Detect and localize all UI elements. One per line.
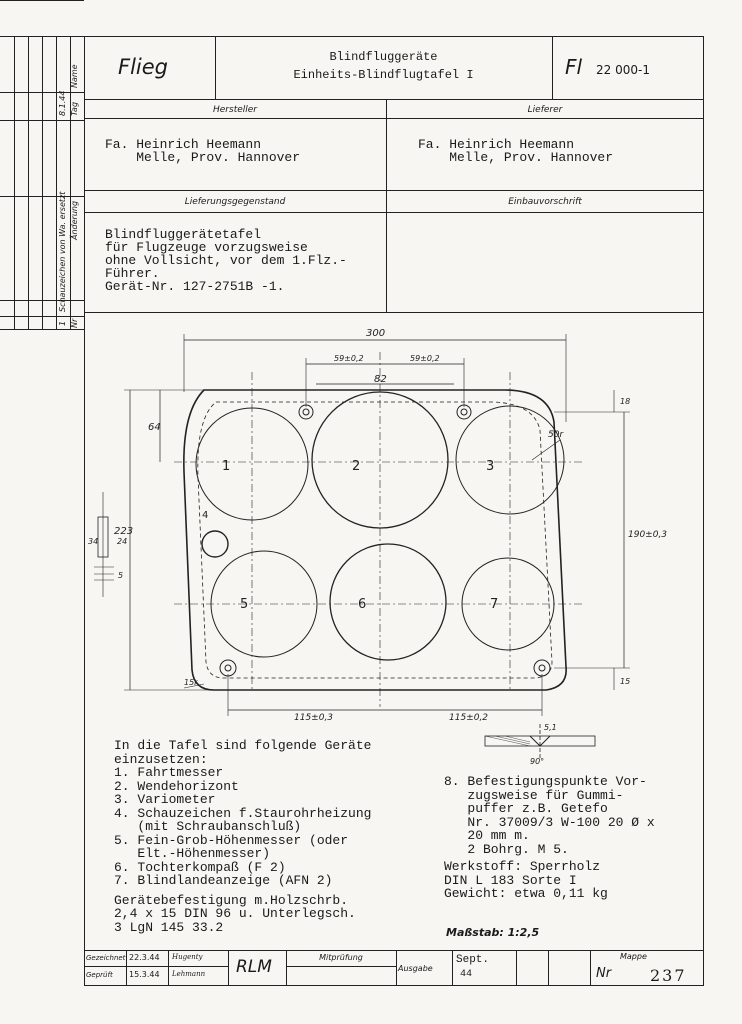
dim-side-34: 34 bbox=[88, 537, 99, 546]
instruction-item: 5. Fein-Grob-Höhenmesser (oder bbox=[114, 832, 349, 848]
checked-date: 15.3.44 bbox=[129, 970, 160, 979]
dim-corner: 15r bbox=[184, 678, 198, 687]
mount-point bbox=[539, 665, 545, 671]
material-line: Gewicht: etwa 0,11 kg bbox=[444, 886, 608, 901]
dim-detail-90: 90° bbox=[530, 757, 545, 766]
lieferer-line-2: Melle, Prov. Hannover bbox=[418, 150, 614, 165]
note-line: puffer z.B. Getefo bbox=[444, 801, 608, 816]
instrument-label-7: 7 bbox=[490, 597, 499, 612]
mount-point bbox=[534, 660, 550, 676]
instruction-item: 7. Blindlandeanzeige (AFN 2) bbox=[114, 873, 333, 888]
mount-point bbox=[220, 660, 236, 676]
instrument-label-6: 6 bbox=[358, 597, 367, 612]
countersink-detail bbox=[470, 720, 610, 770]
instrument-label-1: 1 bbox=[222, 459, 231, 474]
dim-side-ga: 5 bbox=[118, 571, 124, 580]
company-name: Flieg bbox=[118, 55, 168, 79]
ausgabe-label: Ausgabe bbox=[398, 964, 433, 973]
instruction-item: (mit Schraubanschluß) bbox=[114, 819, 302, 834]
title-line-1: Blindfluggeräte bbox=[329, 50, 438, 64]
item-line: Gerät-Nr. 127-2751B -1. bbox=[105, 279, 285, 294]
mount-point bbox=[457, 405, 471, 419]
issue-date-2: 44 bbox=[460, 969, 473, 980]
instrument-label-5: 5 bbox=[240, 597, 249, 612]
einbauvorschrift-label: Einbauvorschrift bbox=[508, 197, 582, 207]
item-line: Blindfluggerätetafel bbox=[105, 227, 262, 242]
dim-bottom-left: 115±0,3 bbox=[294, 713, 334, 723]
hersteller-line-2: Melle, Prov. Hannover bbox=[105, 150, 301, 165]
instruction-item: 1. Fahrtmesser bbox=[114, 765, 224, 780]
checked-name: Lehmann bbox=[172, 970, 206, 978]
note-line: zugsweise für Gummi- bbox=[444, 787, 624, 803]
lieferer-line-1: Fa. Heinrich Heemann bbox=[418, 137, 575, 152]
dim-radius: 50r bbox=[548, 430, 564, 440]
item-line: ohne Vollsicht, vor dem 1.Flz.- bbox=[105, 253, 347, 268]
dim-bottom-15: 15 bbox=[620, 677, 631, 686]
dim-left-64: 64 bbox=[148, 422, 161, 433]
sheet-number: 22 000-1 bbox=[596, 63, 650, 77]
note-line: 20 mm m. bbox=[444, 828, 530, 843]
revision-row-date: 8.1.44 bbox=[58, 90, 67, 116]
drawn-date: 22.3.44 bbox=[129, 953, 160, 962]
revision-header-change: Änderung bbox=[70, 200, 79, 240]
instructions-heading-1: In die Tafel sind folgende Geräte bbox=[114, 738, 372, 753]
instruction-item: 3. Variometer bbox=[114, 792, 216, 807]
instruction-item: 4. Schauzeichen f.Staurohrheizung bbox=[114, 805, 372, 821]
revision-row-number: 1 bbox=[58, 320, 67, 326]
instrument-hole-7 bbox=[462, 558, 554, 650]
material-line: Werkstoff: Sperrholz bbox=[444, 859, 601, 874]
revision-header-name: Name bbox=[70, 64, 79, 88]
mount-point bbox=[461, 409, 467, 415]
dim-right-height: 190±0,3 bbox=[628, 530, 668, 540]
checked-label: Geprüft bbox=[86, 971, 113, 979]
instrument-label-4: 4 bbox=[202, 510, 209, 521]
title-line-2: Einheits-Blindflugtafel I bbox=[293, 68, 474, 82]
panel-drawing bbox=[84, 312, 704, 732]
dim-left-half: 59±0,2 bbox=[334, 354, 364, 363]
instrument-hole-4 bbox=[202, 531, 228, 557]
dim-bottom-right: 115±0,2 bbox=[449, 713, 489, 723]
note-line: 8. Befestigungspunkte Vor- bbox=[444, 774, 647, 789]
hersteller-line-1: Fa. Heinrich Heemann bbox=[105, 137, 262, 152]
instruction-item: Elt.-Höhenmesser) bbox=[114, 846, 271, 861]
fastening-line: 3 LgN 145 33.2 bbox=[114, 919, 224, 935]
mappe-label: Mappe bbox=[620, 952, 647, 961]
lieferungsgegenstand-text bbox=[105, 228, 347, 293]
notes bbox=[444, 775, 655, 901]
dim-right-half: 59±0,2 bbox=[410, 354, 440, 363]
item-line: für Flugzeuge vorzugsweise bbox=[105, 240, 308, 255]
note-line: Nr. 37009/3 W-100 20 Ø x bbox=[444, 814, 655, 830]
dim-height: 223 bbox=[114, 526, 134, 537]
revision-header-date: Tag bbox=[70, 101, 79, 116]
fastening-line: Gerätebefestigung m.Holzschrb. bbox=[114, 892, 349, 908]
mount-point bbox=[303, 409, 309, 415]
authority-label: RLM bbox=[236, 957, 272, 977]
panel-inner-contour bbox=[198, 402, 552, 678]
item-line: Führer. bbox=[105, 266, 160, 281]
instrument-hole-6 bbox=[330, 544, 446, 660]
revision-row-change: Schauzeichen von Wa. ersetzt bbox=[58, 191, 67, 312]
fastening-line: 2,4 x 15 DIN 96 u. Unterlegsch. bbox=[114, 906, 356, 921]
lieferer-label: Lieferer bbox=[527, 105, 563, 115]
scale-label: Maßstab: 1:2,5 bbox=[446, 926, 540, 939]
panel-outline bbox=[184, 390, 566, 690]
revision-header-number: Nr bbox=[70, 318, 79, 328]
note-line: 2 Bohrg. M 5. bbox=[444, 841, 569, 857]
mount-point bbox=[299, 405, 313, 419]
sheet-prefix: Fl bbox=[565, 55, 583, 79]
dim-center: 82 bbox=[374, 374, 387, 385]
instruction-item: 2. Wendehorizont bbox=[114, 778, 239, 794]
mitpruefung-label: Mitprüfung bbox=[319, 953, 363, 962]
nr-label: Nr bbox=[596, 966, 612, 981]
dim-side-24: 24 bbox=[117, 537, 128, 546]
material-line: DIN L 183 Sorte I bbox=[444, 872, 577, 888]
dim-detail-51: 5,1 bbox=[544, 723, 557, 732]
drawn-name: Hugenty bbox=[172, 953, 203, 961]
hersteller-label: Hersteller bbox=[213, 105, 257, 115]
instrument-label-2: 2 bbox=[352, 459, 361, 474]
instructions bbox=[114, 739, 371, 934]
dim-width: 300 bbox=[366, 328, 386, 339]
drawn-label: Gezeichnet bbox=[86, 954, 126, 962]
nr-value: 237 bbox=[650, 966, 687, 985]
instrument-label-3: 3 bbox=[486, 459, 495, 474]
mount-point bbox=[225, 665, 231, 671]
issue-date-1: Sept. bbox=[456, 954, 490, 966]
instruction-item: 6. Tochterkompaß (F 2) bbox=[114, 859, 286, 875]
lieferungsgegenstand-label: Lieferungsgegenstand bbox=[184, 197, 286, 207]
instructions-heading-2: einzusetzen: bbox=[114, 751, 208, 767]
dim-top-right: 18 bbox=[620, 397, 631, 406]
